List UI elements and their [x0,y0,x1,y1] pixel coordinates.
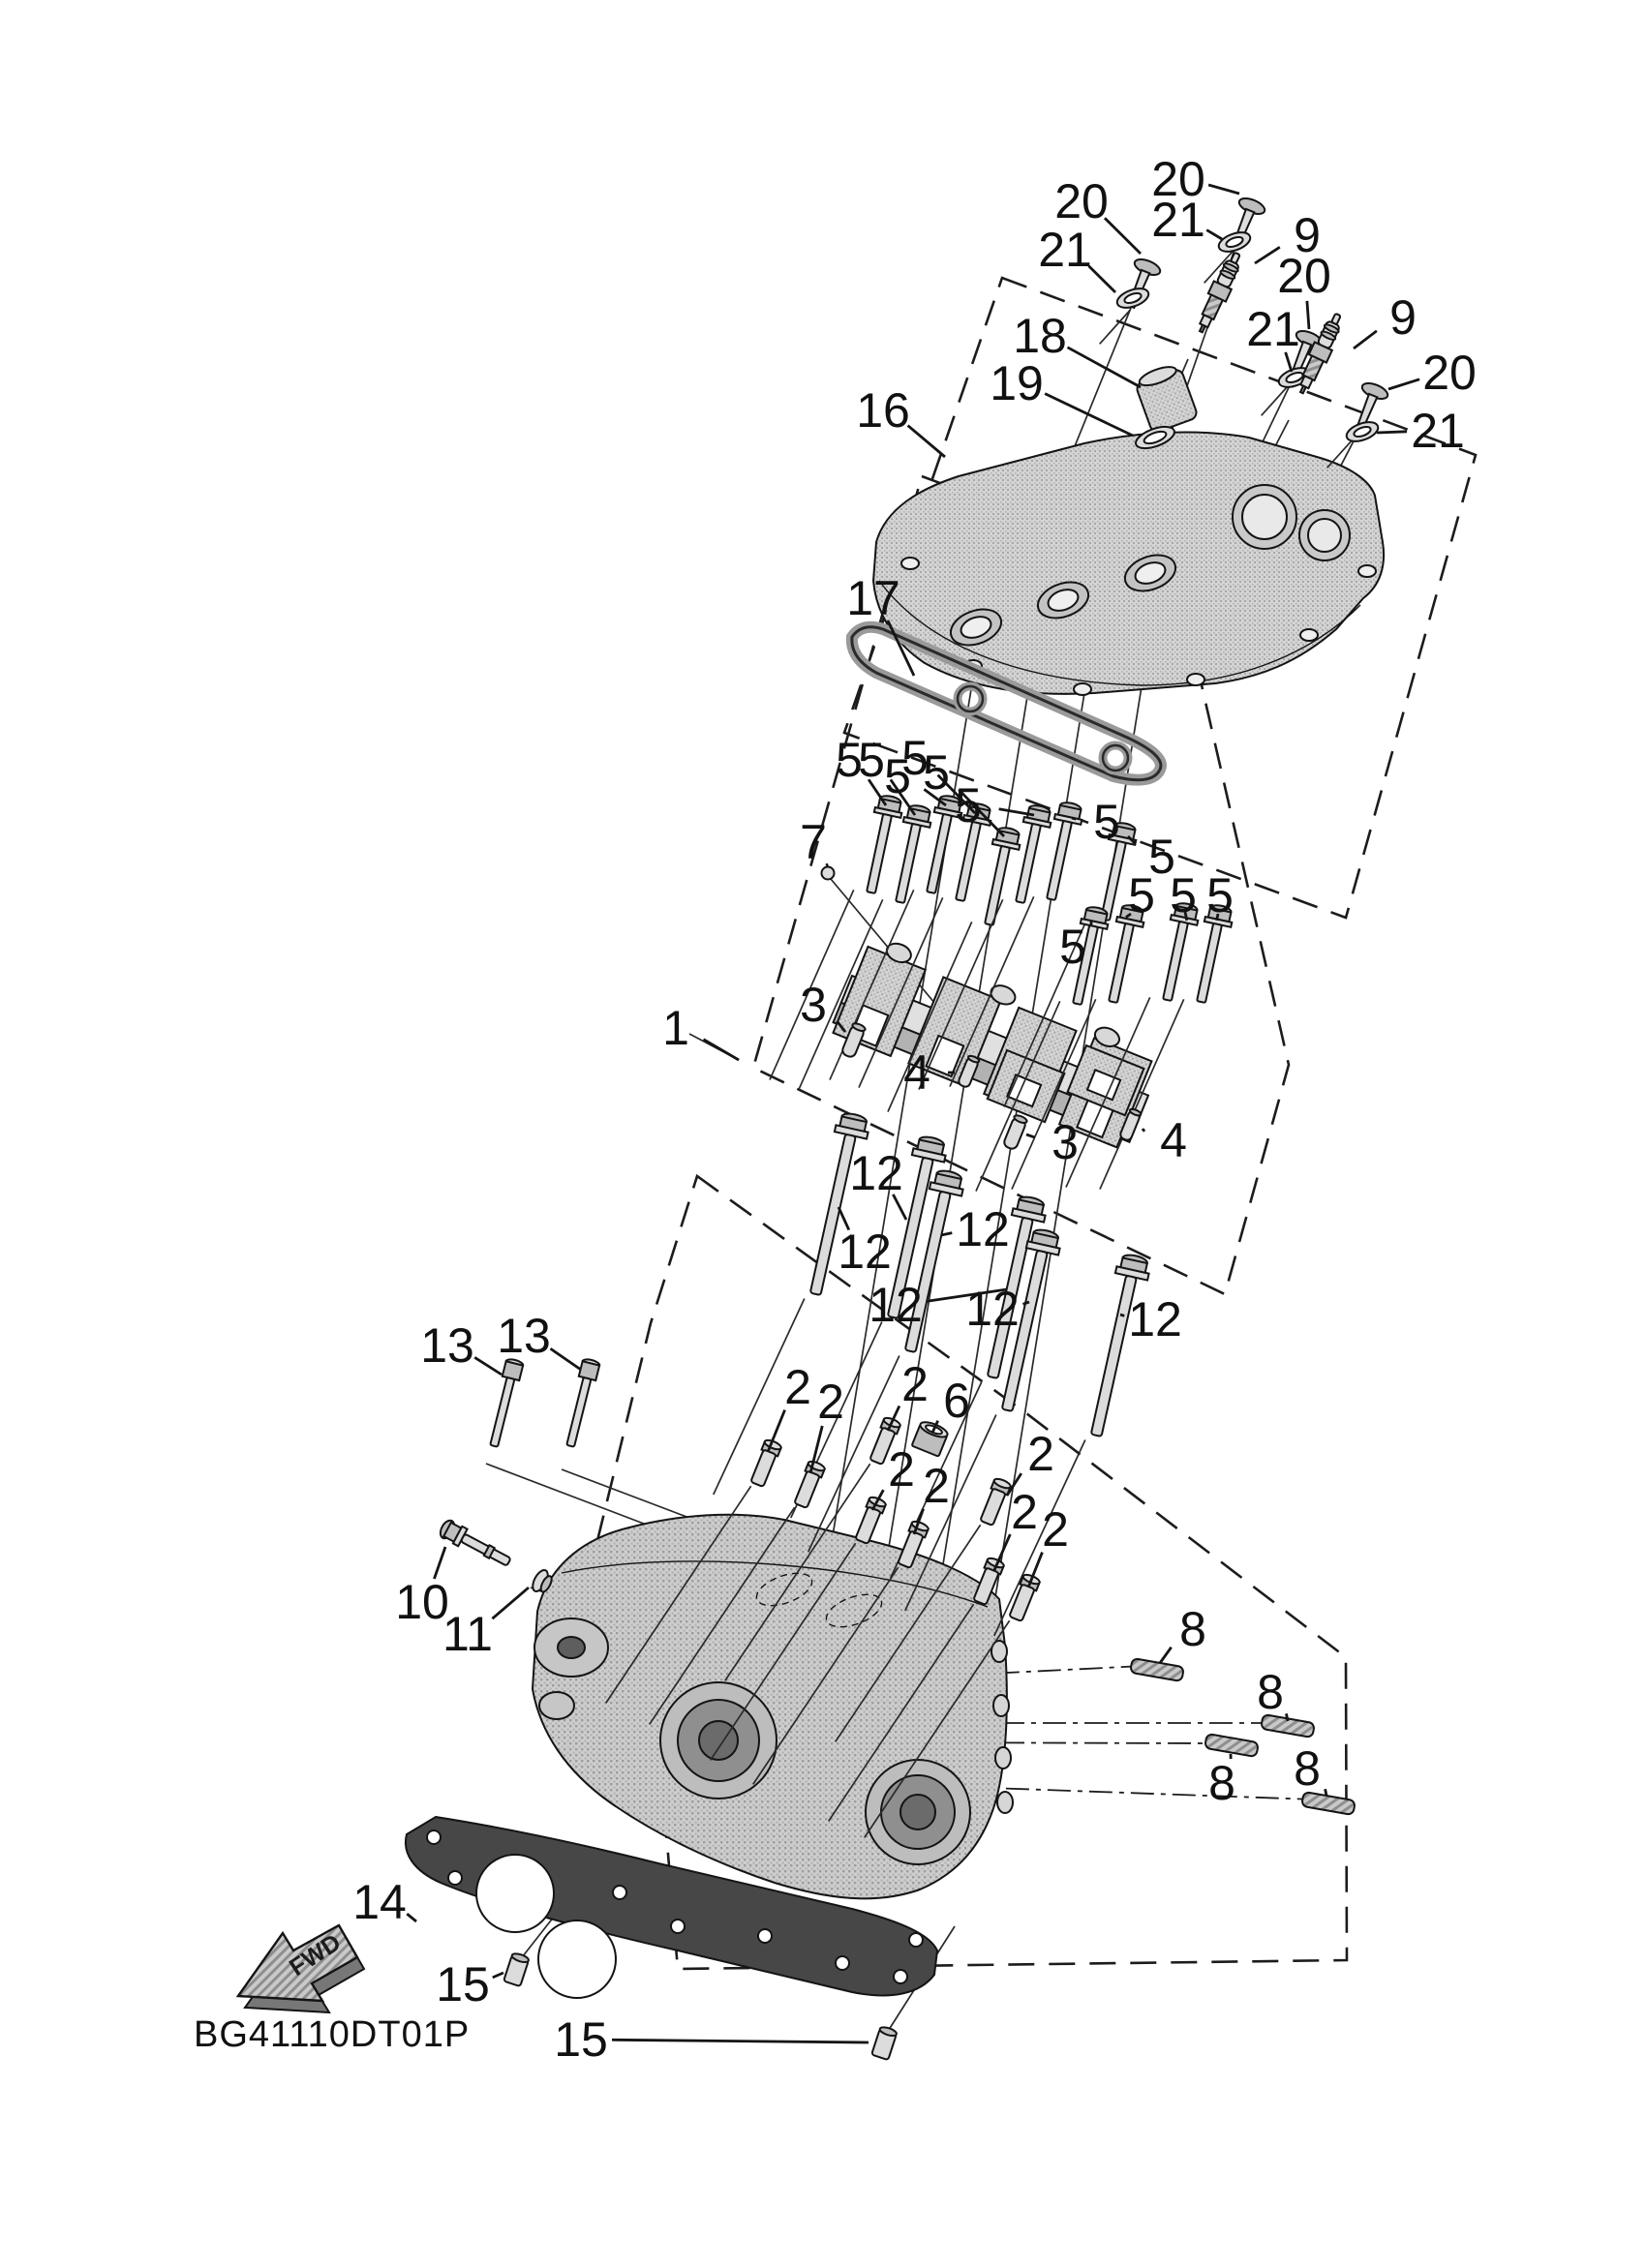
callout-label-11: 11 [442,1607,493,1661]
callout-label-5: 5 [1093,795,1120,849]
callout-leader-9 [1255,247,1280,263]
callout-leader-5 [1072,818,1076,819]
callout-label-2: 2 [1027,1427,1054,1481]
part-stud-8 [1204,1734,1259,1757]
callout-label-20: 20 [1151,152,1205,206]
callout-label-14: 14 [352,1875,407,1929]
callout-label-4: 4 [903,1045,930,1100]
callout-label-10: 10 [395,1575,449,1629]
callout-label-12: 12 [1128,1292,1182,1346]
callout-label-5: 5 [1059,920,1086,974]
fwd-arrow [238,1925,364,2012]
callout-label-7: 7 [800,815,827,869]
callout-label-3: 3 [800,978,827,1032]
callout-leader-18 [1068,348,1141,387]
callout-leader-3 [1026,1134,1035,1137]
callout-label-19: 19 [990,356,1044,410]
callout-label-12: 12 [849,1146,903,1200]
part-spark-plug-9 [1192,250,1246,336]
part-grommet-21 [1216,228,1253,256]
diagram-code: BG41110DT01P [194,2014,471,2055]
callout-leader-20 [1208,185,1239,194]
part-dowel-pin-15 [503,1952,530,1987]
callout-label-12: 12 [838,1225,892,1279]
callout-label-12: 12 [965,1282,1020,1336]
callout-label-3: 3 [1052,1115,1079,1169]
part-grommet-21 [1114,285,1151,312]
callout-label-1: 1 [662,1001,689,1055]
callout-label-17: 17 [846,571,900,625]
cylinder-head-body [533,1515,1013,1899]
callout-label-20: 20 [1277,249,1331,303]
callout-label-8: 8 [1179,1602,1206,1656]
part-breather-plug-18 [1133,361,1199,433]
part-dowel-3 [1003,1114,1028,1151]
callout-label-5: 5 [923,745,950,800]
callout-label-21: 21 [1246,302,1300,356]
callout-label-18: 18 [1013,309,1067,363]
callout-leader-15 [612,2040,869,2042]
callout-label-2: 2 [1011,1485,1038,1539]
callout-label-21: 21 [1038,223,1092,277]
callout-label-9: 9 [1389,290,1417,345]
callout-leader-13 [551,1348,581,1370]
callout-label-15: 15 [436,1957,490,2011]
callout-label-5: 5 [836,733,863,787]
part-bolt-10 [438,1518,513,1570]
callout-leader-20 [1105,218,1141,254]
part-bolt-13 [485,1358,524,1448]
callout-leader-8 [1160,1648,1172,1663]
callout-label-16: 16 [856,383,910,438]
callout-label-12: 12 [869,1278,923,1332]
callout-label-2: 2 [901,1357,929,1411]
callout-leader-16 [908,426,945,457]
callout-label-2: 2 [1042,1502,1069,1557]
callout-leader-20 [1307,301,1309,329]
part-dowel-pin-15 [871,2026,898,2061]
callout-label-6: 6 [943,1374,970,1428]
fwd-arrow-label: FWD [285,1928,347,1982]
callout-leader-14 [407,1914,416,1921]
callout-label-5: 5 [1148,830,1175,884]
callout-label-5: 5 [955,778,982,832]
callout-label-5: 5 [1206,868,1234,922]
callout-label-21: 21 [1411,404,1465,458]
callout-leader-15 [493,1973,503,1978]
callout-label-20: 20 [1422,346,1477,400]
callout-label-2: 2 [888,1442,915,1497]
callout-leader-21 [1206,230,1222,239]
callout-label-5: 5 [901,731,929,785]
callout-leader-11 [492,1588,529,1618]
callout-label-5: 5 [1128,868,1155,922]
callout-leader-19 [1045,394,1133,436]
callout-leader-21 [1088,266,1115,292]
callout-leader-4 [1143,1129,1144,1132]
callout-label-8: 8 [1294,1741,1321,1796]
part-grommet-21 [1344,418,1381,445]
callout-leader-9 [1354,331,1377,348]
callout-leader-21 [1377,432,1407,433]
callout-label-2: 2 [817,1375,844,1429]
callout-leader-1 [704,1040,739,1060]
callout-label-12: 12 [956,1202,1010,1256]
callout-label-2: 2 [923,1459,950,1513]
callout-label-2: 2 [784,1360,811,1414]
callout-label-9: 9 [1294,208,1321,262]
callout-label-5: 5 [884,749,911,803]
callout-label-13: 13 [497,1309,551,1363]
callout-label-4: 4 [1160,1113,1187,1167]
callout-label-13: 13 [420,1318,474,1373]
callout-label-5: 5 [858,733,885,787]
callout-leader-8 [1286,1713,1288,1721]
callout-leader-20 [1388,379,1419,389]
part-stud-8 [1130,1658,1184,1681]
callout-label-8: 8 [1257,1665,1284,1719]
callout-label-20: 20 [1054,174,1109,228]
callout-label-5: 5 [1170,868,1197,922]
callout-label-8: 8 [1208,1756,1235,1810]
callout-label-15: 15 [554,2012,608,2067]
callout-label-21: 21 [1151,193,1205,247]
part-bolt-13 [562,1358,600,1448]
